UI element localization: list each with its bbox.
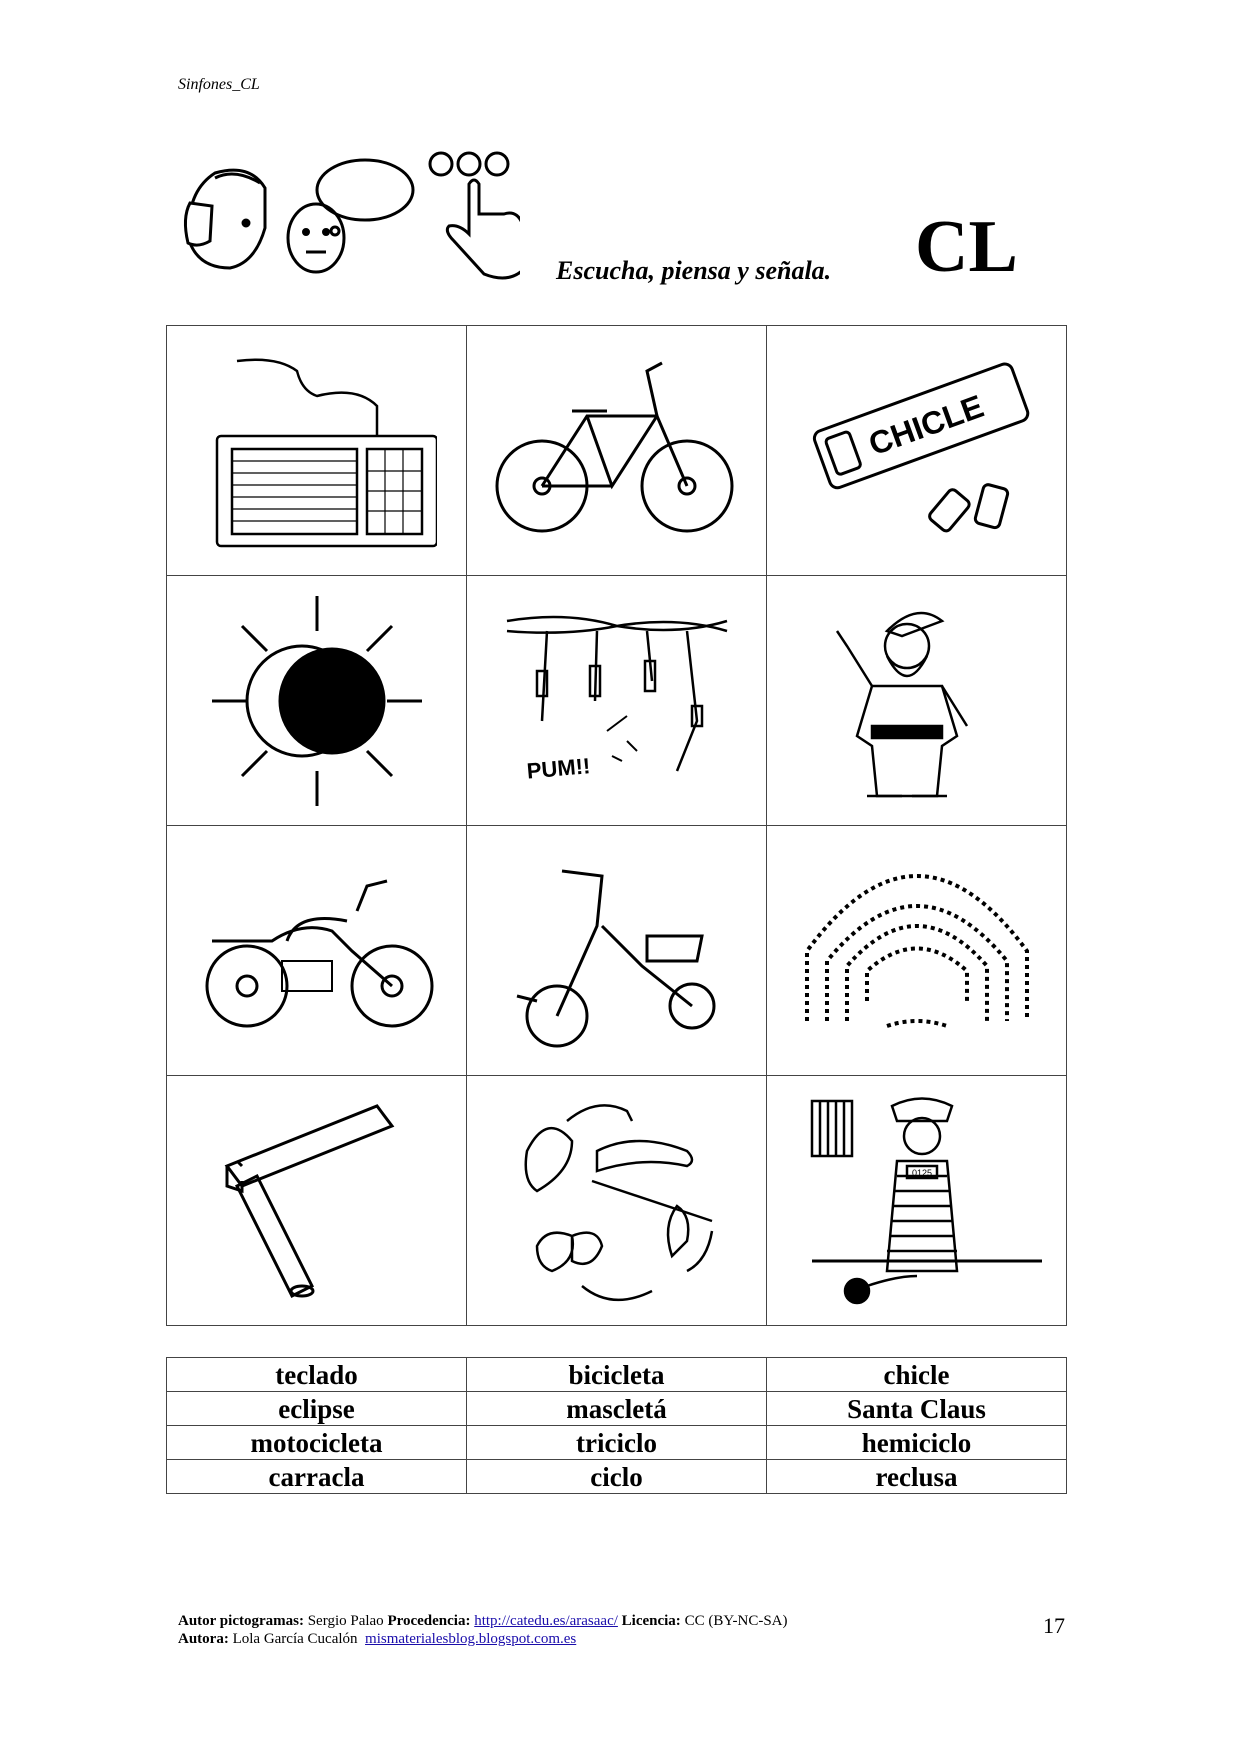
word-cell[interactable]: triciclo [467,1426,767,1460]
prisoner-icon [792,1091,1042,1311]
table-row [167,1460,1067,1494]
pictogram-santa-claus[interactable] [767,576,1067,826]
author-label: Autor pictogramas: [178,1613,304,1629]
bicycle-icon [492,351,742,551]
hemicycle-icon [792,851,1042,1051]
word-cell[interactable]: bicicleta [467,1358,767,1392]
word-cell[interactable]: Santa Claus [767,1392,1067,1426]
pictogram-hemiciclo[interactable] [767,826,1067,1076]
word-cell[interactable]: chicle [767,1358,1067,1392]
motorcycle-icon [197,851,437,1051]
santa-claus-icon [817,591,1017,811]
pictogram-bicicleta[interactable] [467,326,767,576]
footer-line-1 [178,1612,788,1630]
source-link[interactable]: http://catedu.es/arasaac/ [474,1613,618,1629]
blog-link[interactable]: mismaterialesblog.blogspot.com.es [365,1631,577,1647]
footer-line-2 [178,1630,788,1648]
word-cell[interactable]: teclado [167,1358,467,1392]
word-cell[interactable]: eclipse [167,1392,467,1426]
word-cell[interactable]: ciclo [467,1460,767,1494]
instruction-icons [180,148,520,284]
word-cell[interactable]: motocicleta [167,1426,467,1460]
target-sound: CL [915,206,1018,288]
running-head: Sinfones_CL [178,76,260,93]
rattle-icon [207,1091,427,1311]
eclipse-icon [207,591,427,811]
tricycle-icon [507,851,727,1051]
word-cell[interactable]: mascletá [467,1392,767,1426]
think-icon [288,160,413,272]
keyboard-icon [197,351,437,551]
life-cycle-icon [497,1091,737,1311]
listen-icon [185,170,265,268]
pictogram-chicle[interactable] [767,326,1067,576]
footer [178,1612,788,1648]
table-row [167,1358,1067,1392]
license-value: CC (BY-NC-SA) [684,1613,788,1629]
pictogram-eclipse[interactable] [167,576,467,826]
pictogram-teclado[interactable] [167,326,467,576]
license-label: Licencia: [621,1613,681,1629]
chewing-gum-icon [797,351,1037,551]
page-number: 17 [1043,1613,1065,1638]
pictogram-grid [166,325,1067,1326]
pum-label: PUM!! [525,752,591,784]
authora-name: Lola García Cucalón [232,1631,358,1647]
pictogram-motocicleta[interactable] [167,826,467,1076]
authora-label: Autora: [178,1631,229,1647]
point-icon [430,153,520,278]
table-row [167,1392,1067,1426]
chicle-pack-label: CHICLE [863,387,988,462]
author-name: Sergio Palao [307,1613,384,1629]
instruction-text: Escucha, piensa y señala. [556,256,832,285]
word-cell[interactable]: hemiciclo [767,1426,1067,1460]
pictogram-carracla[interactable] [167,1076,467,1326]
firecracker-string-icon [497,591,737,811]
source-label: Procedencia: [387,1613,471,1629]
word-cell[interactable]: reclusa [767,1460,1067,1494]
prisoner-number: 0125 [911,1167,932,1178]
word-table [166,1357,1067,1494]
table-row [167,1426,1067,1460]
pictogram-triciclo[interactable] [467,826,767,1076]
word-cell[interactable]: carracla [167,1460,467,1494]
pictogram-reclusa[interactable] [767,1076,1067,1326]
pictogram-ciclo[interactable] [467,1076,767,1326]
pictogram-mascleta[interactable] [467,576,767,826]
